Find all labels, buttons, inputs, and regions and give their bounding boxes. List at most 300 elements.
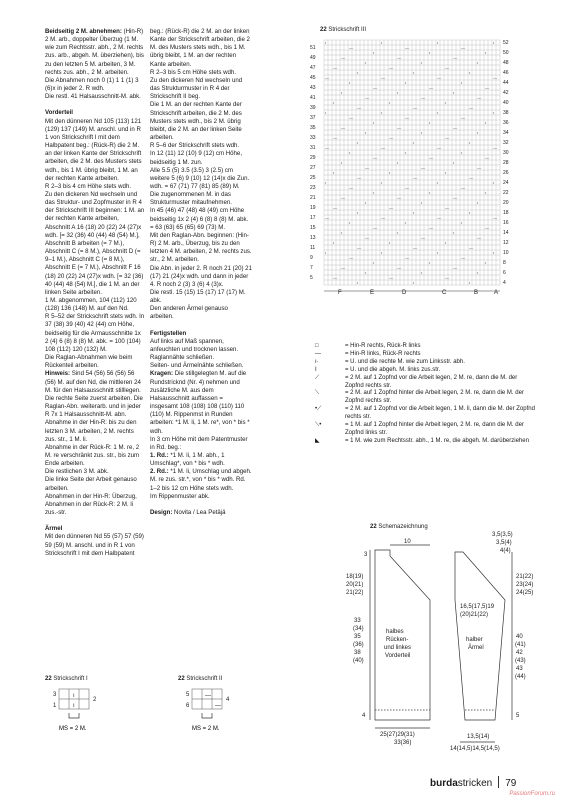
chart3-cell-mark: — (389, 65, 393, 70)
chart3-row-number: 14 (503, 230, 509, 236)
chart3-cell-mark: ı (485, 120, 487, 125)
svg-text:5: 5 (516, 713, 520, 719)
symbol-legend (315, 343, 535, 446)
chart1-row-1: 1 (53, 703, 57, 709)
svg-text:14(14,5)14,5(14,5): 14(14,5)14,5(14,5) (450, 746, 500, 752)
svg-text:4: 4 (362, 713, 366, 719)
chart2-row-6: 6 (186, 703, 190, 709)
chart3-cell-mark: ı (453, 90, 455, 95)
chart3-cell-mark: — (405, 115, 409, 120)
paragraph: Die zugenommenen M. in das Strukturmuster mitaufnehmen. (150, 191, 232, 207)
page-footer (430, 776, 516, 789)
chart3-cell-mark: ı (373, 50, 375, 55)
chart3-cell-mark: ı (453, 230, 455, 235)
chart3-row-number: 37 (310, 115, 316, 121)
paragraph-heading: Kragen: (150, 370, 174, 378)
chart3-row-number: 18 (503, 210, 509, 216)
chart3-row-number: 38 (503, 110, 509, 116)
chart1-row-2: 2 (93, 697, 97, 703)
legend-item: ⟍• = 1 M. auf 1 Zopfnd hinter die Arbeit legen, 2 M. re, dann die M. der Zopfnd links str. (315, 422, 524, 436)
paragraph: Die restlichen 3 M. abk. (45, 468, 109, 476)
strickschrift-2-chart (178, 687, 258, 735)
chart3-row-number: 35 (310, 125, 316, 131)
chart3-cell-mark: ı (341, 90, 343, 95)
legend-item: I = U. und die abgeh. M. links zus.str. (315, 366, 441, 373)
chart3-cell-mark: — (389, 275, 393, 280)
legend-item: ◣ = 1 M. wie zum Rechtsstr. abh., 1 M. re, die abgeh. M. darüberziehen (315, 437, 529, 444)
chart3-cell-mark: — (445, 275, 449, 280)
legend-symbol: •⟋ (315, 406, 322, 413)
chart3-cell-mark: — (485, 85, 489, 90)
chart3-cell-mark: — (469, 175, 473, 180)
paragraph: beg.: (Rück-R) die 2 M. an der linken Kante der Strickschrift arbeiten, die 2 M. des Musters stets wdh., bis 1 M. übrig bleibt, 1 M. an der rechten Kante arbeiten. (150, 28, 250, 68)
paragraph: Die 1 M. an der rechten Kante der Strickschrift arbeiten, die 2 M. des Musters stets wdh., bis 2 M. übrig bleibt, die 2 M. an der linken Seite arbeiten. (150, 101, 242, 142)
paragraph (45, 109, 145, 117)
chart3-row-number: 22 (503, 190, 509, 196)
chart3-row-number: 7 (310, 265, 313, 271)
svg-text:(41): (41) (515, 642, 526, 648)
chart3-cell-mark: — (429, 225, 433, 230)
svg-text:21(22): 21(22) (346, 590, 364, 596)
svg-text:24(25): 24(25) (516, 590, 534, 596)
chart3-row-number: 25 (310, 175, 316, 181)
chart3-cell-mark: ı (477, 270, 479, 275)
paragraph: In 45 (46) 47 (48) 48 (49) cm Höhe beidseitig 1x 2 (4) 6 (8) 8 (8) M. abk. = 63 (63) 65 (65) 69 (73) M. (150, 207, 249, 231)
chart3-cell-mark: — (445, 65, 449, 70)
chart3-cell-mark: — (453, 55, 457, 60)
brand-bold: burda (430, 778, 458, 789)
watermark: PassionForum.ru (509, 791, 555, 797)
svg-text:33: 33 (354, 618, 361, 624)
chart3-cell-mark: — (405, 45, 409, 50)
paragraph-heading: Vorderteil (45, 109, 73, 117)
chart3-row-number: 8 (503, 260, 506, 266)
chart3-cell-mark: — (397, 125, 401, 130)
chart3-cell-mark: — (341, 265, 345, 270)
chart3-cell-mark: ı (445, 100, 447, 105)
chart3-row-number: 33 (310, 135, 316, 141)
legend-symbol: ı· (315, 358, 319, 365)
chart3-row-number: 49 (310, 55, 316, 61)
chart3-cell-mark: — (429, 155, 433, 160)
paragraph: Zu den dickeren Nd wechseln und das Struktur- und Zopfmuster in R 4 der Strickschrift III beginnen: 1 M. an der rechten Kante arbeiten, Abschnitt A 16 (18) 20 (22) 24 (27)x wdh. [= 32 (36) 40 (44) 48 (54) M.], Abschnitt B arbeiten (= 7 M.), Abschnitt C (= 8 M.), Abschnitt D (= 9–1 M.), Abschnitt C (= 8 M.), Abschnitt E (= 7 M.), Abschnitt F 16 (18) 20 (22) 24 (27)x wdh. [= 32 (36) 40 (44) 48 (54) M.], die 1 M. an der linken Seite arbeiten. (45, 190, 145, 296)
chart3-row-number: 21 (310, 195, 316, 201)
paragraph: Die restl. 15 (15) 15 (17) 17 (17) M. abk. (150, 289, 246, 305)
chart3-cell-mark: ı (381, 40, 383, 45)
chart3-cell-mark: — (389, 205, 393, 210)
chart3-cell-mark: — (445, 135, 449, 140)
paragraph: R 2–3 bis 5 cm Höhe stets wdh. (150, 68, 237, 76)
chart3-cell-mark: ı (365, 270, 367, 275)
chart3-cell-mark: ı (421, 60, 423, 65)
instruction-column-2 (150, 28, 252, 517)
chart3-cell-mark: — (341, 125, 345, 130)
chart3-row-number: 16 (503, 220, 509, 226)
svg-text:20(21): 20(21) (346, 582, 364, 588)
chart3-cell-mark: — (397, 265, 401, 270)
chart3-cell-mark: ı (357, 210, 359, 215)
chart3-cell-mark: — (349, 45, 353, 50)
chart3-cell-mark: — (493, 145, 497, 150)
chart3-section-label: F (338, 290, 342, 296)
chart3-cell-mark: — (333, 275, 337, 280)
legend-item: ⟋ = 2 M. auf 1 Zopfnd vor die Arbeit legen, 2 M. re, dann die M. der Zopfnd rechts str. (315, 374, 518, 389)
svg-text:halbes: halbes (386, 629, 404, 635)
chart3-row-number: 4 (503, 280, 506, 286)
svg-text:(20)21(22): (20)21(22) (460, 612, 489, 618)
chart3-cell-mark: ı (493, 110, 495, 115)
chart2-row-4: 4 (226, 697, 230, 703)
chart3-cell-mark: ı (437, 250, 439, 255)
paragraph: Die Raglan-Abnahmen wie beim Rückenteil arbeiten. (45, 354, 133, 370)
paragraph (150, 330, 252, 338)
svg-text:43: 43 (516, 666, 523, 672)
strickschrift-1-chart (45, 687, 125, 735)
chart3-row-number: 50 (503, 50, 509, 56)
svg-text:—: — (205, 693, 211, 699)
chart3-cell-mark: ı (373, 190, 375, 195)
paragraph-heading: 2. Rd.: (150, 468, 169, 476)
paragraph: Mit den dünneren Nd 105 (113) 121 (129) 137 (149) M. anschl. und in R 1 von Strickschrift I mit dem Halbpatent beg.: (Rück-R) die 2 M. an der linken Kante der Strickschrift arbeiten, die 2 M. des Musters stets wdh., bis 1 M. übrig bleibt, 1 M. an der rechten Kante arbeiten. (45, 117, 142, 182)
paragraph: Die Abn. in jeder 2. R noch 21 (20) 21 (17) 21 (24)x wdh. und dann in jeder 4. R noch 2 (3) 3 (6) 4 (3)x. (150, 264, 252, 288)
chart3-cell-mark: — (429, 85, 433, 90)
chart3-cell-mark: — (341, 195, 345, 200)
chart3-row-number: 17 (310, 215, 316, 221)
chart3-row-number: 45 (310, 75, 316, 81)
chart1-title: 22 Strickschrift I (45, 676, 88, 682)
legend-symbol: ⟋ (315, 374, 320, 381)
legend-item: ı· = U. und die rechte M. wie zum Linksstr. abh. (315, 358, 465, 365)
paragraph: Zu den dickeren Nd wechseln und das Strukturmuster in R 4 der Strickschrift II beg. (150, 76, 243, 101)
chart3-cell-mark: — (333, 65, 337, 70)
chart3-row-number: 6 (503, 270, 506, 276)
paragraph: In 12 (11) 12 (10) 9 (12) cm Höhe, beidseitig 1 M. zun. (150, 150, 243, 166)
chart3-cell-mark: — (493, 75, 497, 80)
chart3-cell-mark: — (365, 95, 369, 100)
chart3-row-number: 39 (310, 105, 316, 111)
paragraph-heading: Beidseitig 2 M. abnehmen: (45, 28, 122, 35)
chart1-row-3: 3 (53, 692, 57, 698)
chart3-cell-mark: ı (429, 120, 431, 125)
chart3-section-label: A (494, 290, 499, 296)
legend-symbol: ⟍ (315, 390, 320, 397)
chart3-row-number: 13 (310, 235, 316, 241)
legend-item: □ = Hin-R rechts, Rück-R links (315, 343, 421, 349)
chart3-cell-mark: ı (421, 130, 423, 135)
svg-text:35: 35 (354, 634, 361, 640)
chart3-cell-mark: — (357, 245, 361, 250)
paragraph: Die linke Seite der Arbeit genauso arbeiten. (45, 476, 137, 492)
chart3-cell-mark: ı (325, 40, 327, 45)
chart3-cell-mark: ı (413, 140, 415, 145)
chart3-cell-mark: ı (413, 280, 415, 285)
legend-symbol: — (315, 350, 321, 357)
chart3-cell-mark: — (381, 145, 385, 150)
paragraph: 2. Rd.: *1 M. li, Umschlag und abgeh. M. re zus. str.*, von * bis * wdh. Rd. 1–2 bis 12 cm Höhe stets wdh. (150, 468, 252, 492)
paragraph: Design: Novita / Lea Petäjä (150, 508, 226, 516)
chart3-section-label: B (474, 290, 479, 296)
paragraph-heading: Fertigstellen (150, 329, 187, 337)
chart3-cell-mark: ı (389, 240, 391, 245)
chart3-row-number: 19 (310, 205, 316, 211)
paragraph: Mit den Raglan-Abn. beginnen: (Hin-R) 2 M. arb., Überzug, bis zu den letzten 4 M. arbeiten, 2 M. rechts zus. str., 2 M. arbeiten. (150, 231, 252, 264)
chart3-cell-mark: ı (421, 270, 423, 275)
chart3-cell-mark: — (477, 95, 481, 100)
chart3-cell-mark: — (333, 205, 337, 210)
svg-text:—: — (215, 703, 221, 709)
chart3-cell-mark: — (413, 105, 417, 110)
chart3-row-number: 47 (310, 65, 316, 71)
chart3-cell-mark: — (325, 215, 329, 220)
paragraph: Auf links auf Maß spannen, anfeuchten und trocknen lassen. Raglannähte schließen. (150, 337, 239, 362)
svg-text:3,5(4): 3,5(4) (496, 540, 512, 546)
legend-item: •⟋ = 2 M. auf 1 Zopfnd vor die Arbeit legen, 1 M. li, dann die M. der Zopfnd rechts str. (315, 406, 535, 421)
instruction-column-1 (45, 28, 145, 558)
chart3-cell-mark: ı (373, 260, 375, 265)
chart3-cell-mark: ı (413, 70, 415, 75)
chart3-cell-mark: — (453, 265, 457, 270)
sleeve-outline (455, 552, 505, 720)
body-outline (375, 550, 430, 720)
chart3-cell-mark: ı (397, 160, 399, 165)
chart3-cell-mark: ı (485, 50, 487, 55)
svg-text:halber: halber (466, 637, 483, 643)
repeat-bracket (202, 713, 212, 718)
paragraph (45, 525, 145, 533)
paragraph-heading: 1. Rd.: (150, 451, 169, 459)
chart3-cell-mark: — (405, 185, 409, 190)
svg-text:33(36): 33(36) (394, 740, 412, 746)
svg-text:23(24): 23(24) (516, 582, 534, 588)
legend-item: ⟍ = 2 M. auf 1 Zopfnd hinter die Arbeit legen, 2 M. re, dann die M. der Zopfnd rechts str. (315, 390, 524, 405)
chart3-row-number: 42 (503, 90, 509, 96)
chart3-cell-mark: — (461, 255, 465, 260)
chart3-row-number: 29 (310, 155, 316, 161)
chart3-row-number: 15 (310, 225, 316, 231)
svg-text:38: 38 (354, 650, 361, 656)
chart3-row-number: 48 (503, 60, 509, 66)
chart3-cell-mark: — (453, 195, 457, 200)
chart3-row-number: 51 (310, 45, 316, 51)
chart3-cell-mark: — (389, 135, 393, 140)
paragraph: Alle 5.5 (5) 3.5 (3.5) 3 (2.5) cm weitere 5 (6) 9 (10) 12 (14)x die Zun. wdh. = 67 (71) 77 (81) 85 (89) M. (150, 166, 250, 190)
chart3-row-number: 28 (503, 160, 509, 166)
chart3-row-number: 24 (503, 180, 509, 186)
chart3-cell-mark: — (413, 245, 417, 250)
paragraph: 1. Rd.: *1 M. li, 1 M. abh., 1 Umschlag*, von * bis * wdh. (150, 451, 225, 468)
chart3-cell-mark: ı (469, 280, 471, 285)
chart3-cell-mark: ı (397, 90, 399, 95)
page-number: 79 (505, 778, 517, 789)
chart3-cell-mark: — (325, 75, 329, 80)
paragraph: Im Rippenmuster abk. (150, 492, 210, 500)
chart3-cell-mark: ı (429, 50, 431, 55)
chart3-cell-mark: ı (477, 200, 479, 205)
chart3-cell-mark: ı (485, 190, 487, 195)
chart3-cell-mark: ı (405, 80, 407, 85)
paragraph: R 5–6 der Strickschrift stets wdh. (150, 142, 240, 150)
chart3-cell-mark: — (421, 165, 425, 170)
chart3-cell-mark: — (421, 95, 425, 100)
chart3-cell-mark: ı (373, 120, 375, 125)
paragraph: R 2–3 bis 4 cm Höhe stets wdh. (45, 182, 132, 190)
svg-text:18(19): 18(19) (346, 574, 364, 580)
paragraph: Abnahme in der Rück-R: 1 M. re, 2 M. re verschränkt zus. str., bis zum Ende arbeiten. (45, 443, 140, 468)
paragraph-heading: Design: (150, 508, 173, 516)
chart3-row-number: 41 (310, 95, 316, 101)
chart3-cell-mark: ı (461, 80, 463, 85)
chart3-row-number: 12 (503, 240, 509, 246)
chart3-row-number: 32 (503, 140, 509, 146)
chart3-row-number: 46 (503, 70, 509, 76)
chart3-cell-mark: — (485, 155, 489, 160)
chart3-section-label: C (442, 290, 447, 296)
chart2-row-5: 5 (186, 692, 190, 698)
svg-text:(40): (40) (353, 658, 364, 664)
svg-text:(43): (43) (515, 658, 526, 664)
chart3-cell-mark: ı (357, 70, 359, 75)
chart3-cell-mark: ı (325, 110, 327, 115)
chart3-cell-mark: ı (493, 250, 495, 255)
chart3-cell-mark: — (437, 75, 441, 80)
chart3-cell-mark: ı (477, 130, 479, 135)
schema-title: 22 Schemazeichnung (370, 524, 428, 530)
chart3-cell-mark: ı (405, 220, 407, 225)
chart3-cell-mark: — (381, 215, 385, 220)
chart3-row-number: 31 (310, 145, 316, 151)
chart3-cell-mark: ı (437, 180, 439, 185)
chart3-cell-mark: ı (389, 100, 391, 105)
chart3-section-label: E (370, 290, 375, 296)
chart3-cell-mark: ı (445, 240, 447, 245)
chart3-cell-mark: ı (445, 170, 447, 175)
chart3-cell-mark: ı (381, 180, 383, 185)
chart3-cell-mark: — (421, 235, 425, 240)
chart1-ms: MS = 2 M. (59, 726, 87, 732)
repeat-bracket (69, 713, 79, 718)
chart3-cell-mark: ı (453, 160, 455, 165)
paragraph: Mit den dünneren Nd 55 (57) 57 (59) 59 (59) M. anschl. und in R 1 von Strickschrift I mit dem Halbpatent (45, 533, 144, 557)
chart3-row-number: 40 (503, 100, 509, 106)
chart3-cell-mark: — (349, 115, 353, 120)
chart3-cell-mark: ı (429, 190, 431, 195)
strickschrift-3-chart (310, 34, 515, 304)
svg-text:3: 3 (364, 552, 368, 558)
chart3-cell-mark: — (373, 85, 377, 90)
chart3-cell-mark: ı (365, 60, 367, 65)
chart3-cell-mark: ı (389, 170, 391, 175)
chart3-cell-mark: — (461, 115, 465, 120)
chart3-cell-mark: ı (381, 250, 383, 255)
brand-rest: stricken (457, 778, 493, 789)
chart3-cell-mark: — (397, 55, 401, 60)
chart3-cell-mark: ı (421, 200, 423, 205)
chart3-cell-mark: — (333, 135, 337, 140)
svg-text:25(27)29(31): 25(27)29(31) (380, 732, 415, 738)
legend-item: — = Hin-R links, Rück-R rechts (315, 350, 421, 357)
svg-text:10: 10 (404, 539, 411, 545)
chart3-cell-mark: ı (477, 60, 479, 65)
svg-text:Vorderteil: Vorderteil (385, 653, 411, 659)
svg-text:(36): (36) (353, 642, 364, 648)
chart3-row-number: 20 (503, 200, 509, 206)
chart3-row-number: 5 (310, 275, 313, 281)
chart3-cell-mark: — (365, 165, 369, 170)
chart3-cell-mark: ı (357, 280, 359, 285)
svg-text:40: 40 (516, 634, 523, 640)
svg-text:und linkes: und linkes (384, 645, 412, 651)
paragraph: Den anderen Ärmel genauso arbeiten. (150, 305, 228, 321)
chart3-cell-mark: ı (397, 230, 399, 235)
chart3-row-number: 43 (310, 85, 316, 91)
chart3-cell-mark: ı (405, 150, 407, 155)
paragraph: In 3 cm Höhe mit dem Patentmuster in Rd. beg.: (150, 435, 248, 451)
chart3-cell-mark: ı (365, 200, 367, 205)
chart3-cell-mark: ı (349, 80, 351, 85)
chart3-row-number: 34 (503, 130, 509, 136)
chart3-cell-mark: ı (357, 140, 359, 145)
paragraph: Die Abnahmen noch 0 (1) 1 1 (1) 3 (6)x in jeder 2. R wdh. (45, 76, 139, 93)
chart3-row-number: 10 (503, 250, 509, 256)
chart2-ms: MS = 2 M. (192, 726, 220, 732)
chart3-cell-mark: — (437, 215, 441, 220)
chart3-cell-mark: ı (341, 160, 343, 165)
chart3-cell-mark: — (453, 125, 457, 130)
chart3-section-label: D (402, 290, 407, 296)
chart3-cell-mark: — (437, 145, 441, 150)
chart3-cell-mark: — (365, 235, 369, 240)
chart3-cell-mark: ı (493, 40, 495, 45)
chart3-cell-mark: ı (325, 180, 327, 185)
chart3-cell-mark: ı (325, 250, 327, 255)
chart3-cell-mark: — (493, 215, 497, 220)
chart3-cell-mark: — (373, 225, 377, 230)
chart3-row-number: 23 (310, 185, 316, 191)
paragraph-heading: Ärmel (45, 525, 63, 533)
chart3-cell-mark: ı (461, 220, 463, 225)
chart3-cell-mark: — (469, 105, 473, 110)
chart3-cell-mark: ı (493, 180, 495, 185)
svg-text:(44): (44) (515, 674, 526, 680)
svg-text:(34): (34) (353, 626, 364, 632)
legend-symbol: ◣ (315, 437, 320, 444)
chart3-row-number: 11 (310, 245, 316, 251)
paragraph: Hinweis: Sind 54 (56) 56 (56) 56 (56) M. auf den Nd, die mittleren 24 M. für den Halsausschnitt stilllegen. Die rechte Seite zuerst arbeiten. Die Raglan-Abn. weiterarb. und in jeder R 7x 1 Halsausschnitt-M. abn. Abnahme in der Hin-R: bis zu den letzten 3 M. arbeiten, 2 M. rechts zus. str., 1 M. li. (45, 370, 143, 443)
paragraph-heading: Hinweis: (45, 370, 71, 378)
chart3-cell-mark: ı (469, 140, 471, 145)
svg-text:Ärmel: Ärmel (468, 645, 484, 651)
chart3-cell-mark: — (397, 195, 401, 200)
chart3-row-number: 9 (310, 255, 313, 261)
chart3-cell-mark: ı (333, 240, 335, 245)
chart3-cell-mark: — (469, 245, 473, 250)
chart3-cell-mark: — (461, 45, 465, 50)
chart3-row-number: 52 (503, 40, 509, 46)
chart2-title: 22 Strickschrift II (178, 676, 223, 682)
chart3-row-number: 26 (503, 170, 509, 176)
chart1-symbol: ı (73, 693, 75, 699)
chart3-cell-mark: — (445, 205, 449, 210)
svg-text:21(22): 21(22) (516, 574, 534, 580)
svg-text:Rücken-: Rücken- (386, 637, 409, 643)
chart3-title: 22 Strickschrift III (320, 27, 367, 33)
chart3-cell-mark: ı (469, 210, 471, 215)
paragraph: Die restl. 41 Halsausschnitt-M. abk. (45, 93, 141, 101)
chart3-cell-mark: — (381, 75, 385, 80)
chart3-row-number: 44 (503, 80, 509, 86)
svg-text:16,5(17,5)19: 16,5(17,5)19 (460, 604, 495, 610)
chart3-cell-mark: ı (333, 170, 335, 175)
